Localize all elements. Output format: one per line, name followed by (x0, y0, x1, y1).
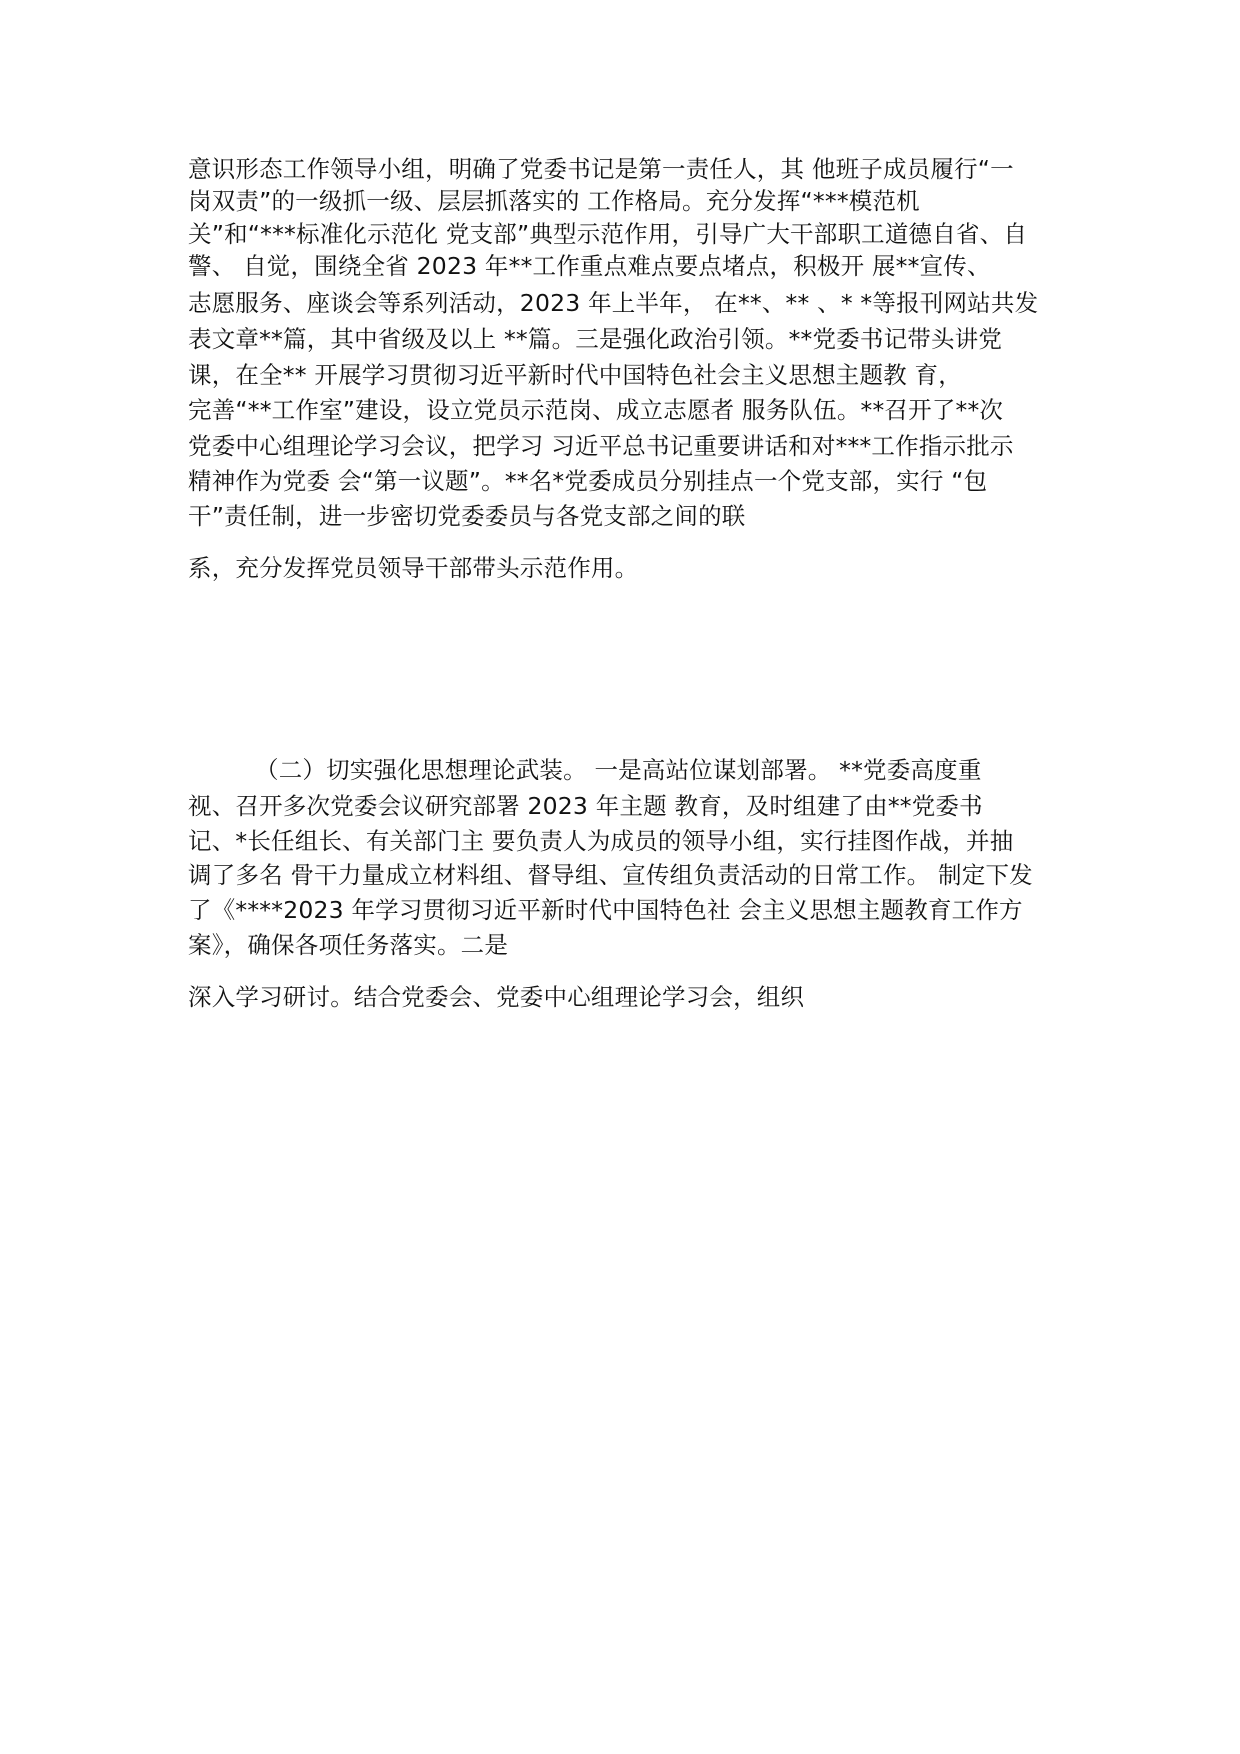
paragraph-1-line: 警、 自觉，围绕全省 2023 年**工作重点难点要点堵点，积极开 展**宣传、 (188, 252, 991, 280)
paragraph-1-line: 完善“**工作室”建设，设立党员示范岗、成立志愿者 服务队伍。**召开了**次 (188, 396, 1004, 424)
paragraph-2-line: 案》，确保各项任务落实。二是 (188, 931, 509, 959)
paragraph-1-line: 意识形态工作领导小组，明确了党委书记是第一责任人，其 他班子成员履行“一 (188, 155, 1014, 183)
section-heading-line: （二）切实强化思想理论武装。 一是高站位谋划部署。 **党委高度重 (255, 756, 982, 784)
paragraph-1-line: 干”责任制，进一步密切党委委员与各党支部之间的联 (188, 502, 746, 530)
paragraph-1-line: 系，充分发挥党员领导干部带头示范作用。 (188, 554, 639, 582)
paragraph-1-line: 表文章**篇，其中省级及以上 **篇。三是强化政治引领。**党委书记带头讲党 (188, 325, 1003, 353)
paragraph-2-line: 深入学习研讨。结合党委会、党委中心组理论学习会，组织 (188, 983, 805, 1011)
paragraph-1-line: 志愿服务、座谈会等系列活动，2023 年上半年， 在**、** 、* *等报刊网站共发 (188, 289, 1039, 317)
paragraph-2-line: 调了多名 骨干力量成立材料组、督导组、宣传组负责活动的日常工作。 制定下发 (188, 861, 1033, 889)
paragraph-1-line: 党委中心组理论学习会议，把学习 习近平总书记重要讲话和对***工作指示批示 (188, 432, 1014, 460)
paragraph-1-line: 精神作为党委 会“第一议题”。**名*党委成员分别挂点一个党支部，实行 “包 (188, 467, 988, 495)
paragraph-2-line: 记、*长任组长、有关部门主 要负责人为成员的领导小组，实行挂图作战，并抽 (188, 827, 1014, 855)
paragraph-2-line: 了《****2023 年学习贯彻习近平新时代中国特色社 会主义思想主题教育工作方 (188, 896, 1023, 924)
paragraph-2-line: 视、召开多次党委会议研究部署 2023 年主题 教育，及时组建了由**党委书 (188, 792, 983, 820)
paragraph-1-line: 岗双责”的一级抓一级、层层抓落实的 工作格局。充分发挥“***模范机 (188, 187, 920, 215)
paragraph-1-line: 课，在全** 开展学习贯彻习近平新时代中国特色社会主义思想主题教 育， (188, 361, 962, 389)
paragraph-1-line: 关”和“***标准化示范化 党支部”典型示范作用，引导广大干部职工道德自省、自 (188, 220, 1028, 248)
